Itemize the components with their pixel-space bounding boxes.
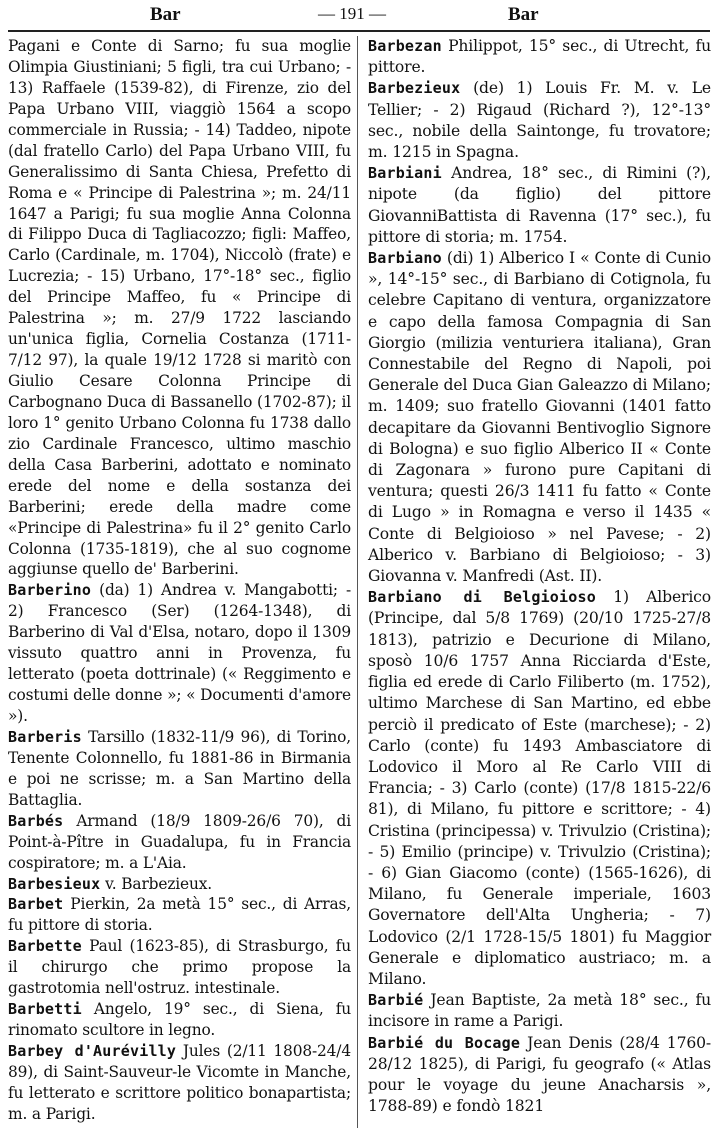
- entry-text: Jules (2/11 1808-24/4 89), di Saint-Sauveur-le Vicomte in Manche, fu letterato e scrittore politico bonapartista; m. a Parigi.: [8, 1042, 351, 1123]
- entry-text: v. Barbezieux.: [105, 874, 213, 893]
- entry-text: (di) 1) Alberico I « Conte di Cunio », 14°-15° sec., di Barbiano di Cotignola, fu celebre Capitano di ventura, organizzatore e capo della famosa Compagnia di San Giorgio (milizia venturiera italiana), Gran Connestabile del Regno di Napoli, poi Generale del Duca Gian Galeazzo di Milano; m. 1409; suo fratello Giovanni (1401 fatto decapitare da Giovanni Bentivoglio Signore di Bologna) e suo figlio Alberico II « Conte di Zagonara » furono pure Capitani di ventura; questi 26/3 1411 fu fatto « Conte di Lugo » in Romagna e verso il 1435 « Conte di Belgioioso » nel Pavese; - 2) Alberico v. Barbiano di Belgioioso; - 3) Giovanna v. Manfredi (Ast. II).: [368, 249, 711, 586]
- entry-text: (da) 1) Andrea v. Mangabotti; - 2) Francesco (Ser) (1264-1348), di Barberino di Val d'Elsa, notaro, dopo il 1309 vissuto quattro anni in Provenza, fu letterato (poeta dottrinale) (« Reggimento e costumi delle donne »; « Documenti d'amore »).: [8, 581, 351, 725]
- headword: Barbiani: [368, 164, 442, 183]
- entry-barbie: [368, 990, 711, 1032]
- entry-text: Philippot, 15° sec., di Utrecht, fu pittore.: [368, 37, 712, 77]
- header-left-keyword: Bar: [150, 4, 181, 25]
- column-divider: [357, 36, 358, 1128]
- header-right-keyword: Bar: [508, 4, 539, 25]
- headword: Barbette: [8, 937, 82, 956]
- entry-text: Tarsillo (1832-11/9 96), di Torino, Tenente Colonnello, fu 1881-86 in Birmania e poi ne scrisse; m. a San Martino della Battaglia.: [8, 727, 351, 809]
- headword: Barbiano di Belgioioso: [368, 588, 596, 607]
- entry-barbezan: [368, 36, 711, 78]
- entry-continuation: Pagani e Conte di Sarno; fu sua moglie Olimpia Giustiniani; 5 figli, tra cui Urbano; - 13) Raffaele (1539-82), di Firenze, zio del Papa Urbano VIII, viaggiò 1564 a scopo commerciale in Russia; - 14) Taddeo, nipote (dal fratello Carlo) del Papa Urbano VIII, fu Generalissimo di Santa Chiesa, Prefetto di Roma e « Principe di Palestrina »; m. 24/11 1647 a Parigi; fu sua moglie Anna Colonna di Filippo Duca di Tagliacozzo; figli: Maffeo, Carlo (Cardinale, m. 1704), Niccolò (frate) e Lucrezia; - 15) Urbano, 17°-18° sec., figlio del Principe Maffeo, fu « Principe di Palestrina »; m. 27/9 1722 lasciando un'unica figlia, Cornelia Costanza (1711-7/12 97), la quale 19/12 1728 si maritò con Giulio Cesare Colonna Principe di Carbognano Duca di Bassanello (1702-87); il loro 1° genito Urbano Colonna fu 1738 dallo zio Cardinale Francesco, ultimo maschio della Casa Barberini, adottato e nominato erede del nome e della sostanza dei Barberini; erede della madre come «Principe di Palestrina» fu il 2° genito Carlo Colonna (1735-1819), che al suo cognome aggiunse quello de' Barberini.: [8, 37, 351, 579]
- entry-barbiano: [368, 248, 711, 587]
- entry-text: Paul (1623-85), di Strasburgo, fu il chirurgo che primo propose la gastrotomia nell'ostruz. intestinale.: [8, 937, 351, 998]
- entry-barbette: [8, 936, 351, 999]
- entry-barberino: [8, 580, 351, 727]
- entry-text: Pierkin, 2a metà 15° sec., di Arras, fu pittore di storia.: [8, 895, 351, 935]
- entry-text: Jean Baptiste, 2a metà 18° sec., fu incisore in rame a Parigi.: [368, 991, 711, 1031]
- entry-barbes: [8, 811, 351, 874]
- entry-text: (de) 1) Louis Fr. M. v. Le Tellier; - 2) Rigaud (Richard ?), 12°-13° sec., nobile della Saintonge, fu trovatore; m. 1215 in Spagna.: [368, 79, 711, 162]
- headword: Barbié: [368, 991, 424, 1010]
- entry-barbesieux: [8, 874, 351, 895]
- entry-text: 1) Alberico (Principe, dal 5/8 1769) (20/10 1725-27/8 1813), patrizio e Decurione di Milano, sposò 10/6 1757 Anna Ricciarda d'Este, figlia ed erede di Carlo Filiberto (m. 1752), ultimo Marchese di San Martino, ed ebbe perciò il predicato of Este (marchese); - 2) Carlo (conte) fu 1493 Ambasciatore di Lodovico il Moro al Re Carlo VIII di Francia; - 3) Carlo (conte) (17/8 1815-22/6 81), di Milano, fu pittore e scrittore; - 4) Cristina (principessa) v. Trivulzio (Cristina); - 5) Emilio (principe) v. Trivulzio (Cristina); - 6) Gian Giacomo (conte) (1565-1626), di Milano, fu Generale imperiale, 1603 Governatore dell'Alta Ungheria; - 7) Lodovico (2/1 1728-15/5 1801) fu Maggior Generale e diplomatico austriaco; m. a Milano.: [368, 588, 711, 988]
- right-column: [368, 36, 711, 1117]
- entry-barbetti: [8, 999, 351, 1041]
- page-number: — 191 —: [318, 4, 386, 23]
- entry-barbet: [8, 894, 351, 936]
- headword: Barbés: [8, 811, 64, 830]
- entry-barberis: [8, 727, 351, 811]
- headword: Barbié du Bocage: [368, 1033, 521, 1052]
- headword: Barbesieux: [8, 874, 101, 893]
- headword: Barbey d'Aurévilly: [8, 1042, 177, 1060]
- entry-barbiano-di-belgioioso: [368, 587, 711, 990]
- headword: Barberis: [8, 727, 82, 746]
- entry-barbezieux: [368, 78, 711, 163]
- headword: Barbet: [8, 895, 64, 914]
- left-column: [8, 36, 351, 1125]
- headword: Barbezieux: [368, 79, 461, 98]
- entry-text: Jean Denis (28/4 1760-28/12 1825), di Parigi, fu geografo (« Atlas pour le voyage du jeune Anacharsis », 1788-89) e fondò 1821: [368, 1033, 711, 1116]
- headword: Barbetti: [8, 1000, 82, 1019]
- headword: Barbezan: [368, 37, 442, 55]
- headword: Barberino: [8, 581, 92, 600]
- entry-barbiani: [368, 163, 711, 248]
- headword: Barbiano: [368, 249, 442, 268]
- header-rule: [8, 30, 710, 32]
- entry-text: Armand (18/9 1809-26/6 70), di Point-à-Pître in Guadalupa, fu in Francia cospiratore; m. a L'Aia.: [8, 811, 351, 872]
- entry-text: Angelo, 19° sec., di Siena, fu rinomato scultore in legno.: [8, 1000, 352, 1040]
- entry-barbey-daurevilly: [8, 1041, 351, 1125]
- page-header: [0, 0, 718, 32]
- entry-text: Andrea, 18° sec., di Rimini (?), nipote (da figlio) del pittore GiovanniBattista di Ravenna (17° sec.), fu pittore di storia; m. 1754.: [368, 164, 711, 246]
- entry-barbie-du-bocage: [368, 1033, 711, 1118]
